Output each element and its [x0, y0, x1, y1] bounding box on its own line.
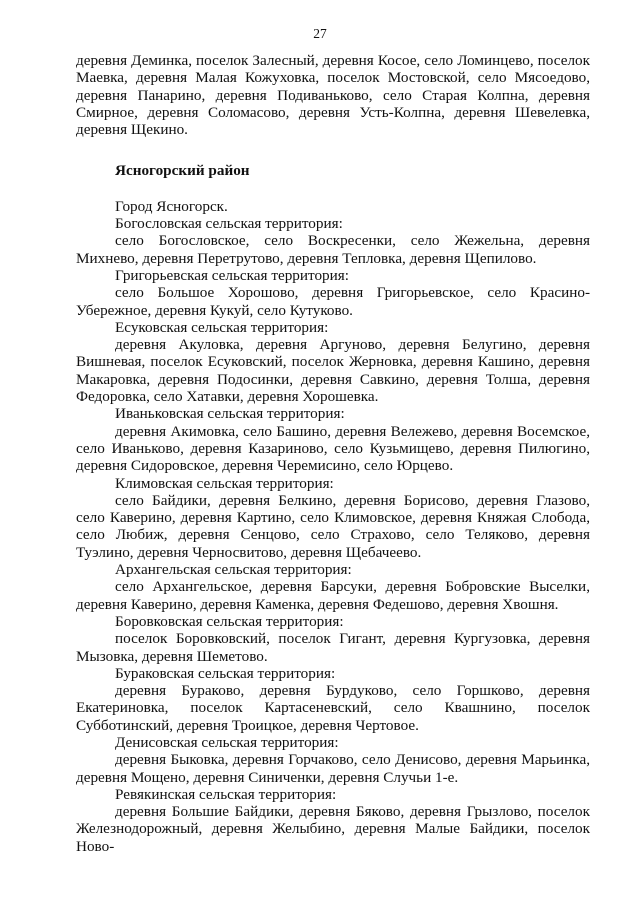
- territory-name: Климовская сельская территория:: [115, 474, 334, 492]
- territory-name: Бураковская сельская территория:: [115, 664, 336, 682]
- territory-settlements: село Богословское, село Воскресенки, село Жежельна, деревня Михнево, деревня Перетрутово, деревня Тепловка, деревня Щепилово.: [76, 232, 590, 267]
- intro-settlements-list: деревня Деминка, поселок Залесный, деревня Косое, село Ломинцево, поселок Маевка, деревня Малая Кожуховка, поселок Мостовской, село Мясоедово, деревня Панарино, деревня Подиваньково, село Старая Колпна, деревня Смирное, деревня Соломасово, деревня Усть-Колпна, деревня Шевелевка, деревня Щекино.: [76, 52, 590, 139]
- territory-name: Иваньковская сельская территория:: [115, 405, 345, 423]
- territory-settlements: деревня Акуловка, деревня Аргуново, деревня Белугино, деревня Вишневая, поселок Есуковский, поселок Жерновка, деревня Кашино, деревня Макаровка, деревня Подосинки, деревня Савкино, деревня Толша, деревня Федоровка, село Хатавки, деревня Хорошевка.: [76, 336, 590, 406]
- territory-settlements: деревня Бураково, деревня Бурдуково, село Горшково, деревня Екатериновка, поселок Картасеневский, село Квашнино, поселок Субботинский, деревня Троицкое, деревня Чертовое.: [76, 682, 590, 734]
- territory-settlements: село Архангельское, деревня Барсуки, деревня Бобровские Выселки, деревня Каверино, деревня Каменка, деревня Федешово, деревня Хвошня.: [76, 578, 590, 613]
- territory-settlements: село Большое Хорошово, деревня Григорьевское, село Красино-Убережное, деревня Кукуй, село Кутуково.: [76, 284, 590, 319]
- territory-settlements: село Байдики, деревня Белкино, деревня Борисово, деревня Глазово, село Каверино, деревня Картино, село Климовское, деревня Княжая Слобода, село Любиж, деревня Сенцово, село Страхово, село Теляково, деревня Туэлино, деревня Черносвитово, деревня Щебачеево.: [76, 491, 590, 561]
- territory-name: Денисовская сельская территория:: [115, 733, 339, 751]
- page-number: 27: [313, 26, 327, 41]
- territory-settlements: деревня Быковка, деревня Горчаково, село Денисово, деревня Марьинка, деревня Мощено, деревня Синиченки, деревня Случьи 1-е.: [76, 751, 590, 786]
- territory-settlements: деревня Большие Байдики, деревня Бяково, деревня Грызлово, поселок Железнодорожный, деревня Желыбино, деревня Малые Байдики, поселок Ново-: [76, 803, 590, 855]
- territory-settlements: деревня Акимовка, село Башино, деревня Вележево, деревня Восемское, село Иваньково, деревня Казариново, село Кузьмищево, деревня Пилюгино, деревня Сидоровское, деревня Черемисино, село Юрцево.: [76, 422, 590, 475]
- territory-settlements: поселок Боровковский, поселок Гигант, деревня Кургузовка, деревня Мызовка, деревня Шеметово.: [76, 630, 590, 665]
- territory-name: Богословская сельская территория:: [115, 215, 343, 233]
- section-heading: Ясногорский район: [115, 162, 250, 180]
- territory-name: Ревякинская сельская территория:: [115, 785, 337, 803]
- territory-name: Боровковская сельская территория:: [115, 612, 344, 630]
- document-body: [76, 52, 590, 855]
- territory-name: Архангельская сельская территория:: [115, 561, 352, 579]
- territory-name: Есуковская сельская территория:: [115, 318, 329, 336]
- territory-name: Григорьевская сельская территория:: [115, 266, 349, 284]
- town-line: Город Ясногорск.: [115, 197, 228, 215]
- territory-list: [76, 215, 590, 855]
